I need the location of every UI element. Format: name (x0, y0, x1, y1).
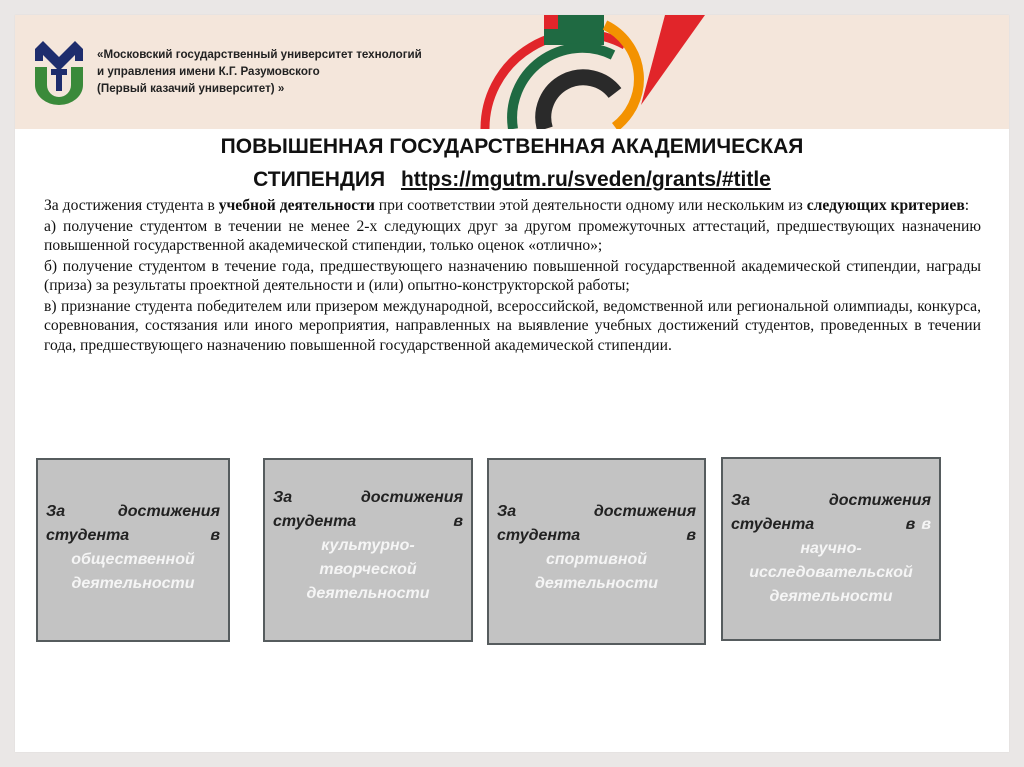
page-title-line-2 (15, 168, 1009, 192)
decorative-graphic (455, 15, 755, 129)
box-line: деятельности (769, 588, 893, 605)
box-lead-line: За достижения (497, 503, 696, 520)
box-lead-line: За достижения (731, 492, 931, 509)
box-lead-line: студента в (273, 513, 463, 530)
box-lead-line: За достижения (46, 503, 220, 520)
box-lead-line: студента в (731, 516, 916, 533)
box-line: творческой (319, 561, 417, 578)
grants-link[interactable]: https://mgutm.ru/sveden/grants/#title (400, 168, 771, 191)
page-title-line-1: ПОВЫШЕННАЯ ГОСУДАРСТВЕННАЯ АКАДЕМИЧЕСКАЯ (220, 135, 804, 158)
criterion-a: а) получение студентом в течении не менее 2-х следующих друг за другом промежуточных аттестаций, предшествующих назначению повышенной государственной академической стипендии, только оценок «отлично»; (44, 217, 981, 254)
intro-paragraph (44, 196, 981, 216)
criterion-b: б) получение студентом в течение года, предшествующего назначению повышенной государственной академической стипендии, награды (приза) за результаты проектной деятельности и (или) опытно-конструкторской работы; (44, 257, 981, 294)
category-box-cultural (263, 458, 473, 642)
intro-text: при соответствии этой деятельности одному или нескольким из (374, 197, 807, 214)
box-lead-line: За достижения (273, 489, 463, 506)
slide (15, 15, 1009, 752)
box-line: общественной (71, 551, 195, 568)
university-name-line: «Московский государственный университет технологий (97, 48, 422, 61)
category-box-research (721, 457, 941, 641)
intro-text: : (964, 197, 970, 214)
page-title-word: СТИПЕНДИЯ (253, 168, 386, 191)
box-line: деятельности (306, 585, 430, 602)
university-name-line: (Первый казачий университет) » (97, 82, 285, 95)
box-line: спортивной (545, 551, 648, 568)
box-line: научно- (800, 540, 862, 557)
box-line: деятельности (71, 575, 195, 592)
header-banner (15, 15, 1009, 129)
university-logo (33, 39, 85, 105)
intro-bold-text: учебной деятельности (218, 197, 375, 214)
box-line: исследовательской (749, 564, 913, 581)
box-line: культурно- (321, 537, 415, 554)
university-name (97, 46, 477, 97)
category-box-sport (487, 458, 706, 645)
box-extra-word: в (921, 516, 931, 533)
box-lead-row (731, 513, 931, 537)
criterion-c: в) признание студента победителем или призером международной, всероссийской, ведомственной или региональной олимпиады, конкурса, соревнования, состязания или иного мероприятия, направленных на выявление учебных достижений студентов, проведенных в течении года, предшествующего назначению повышенной государственной академической стипендии. (44, 297, 981, 354)
intro-text: За достижения студента в (44, 197, 219, 214)
university-name-line: и управления имени К.Г. Разумовского (97, 65, 320, 78)
criteria-text (44, 196, 981, 356)
box-line: деятельности (534, 575, 659, 592)
category-box-social (36, 458, 230, 642)
intro-bold-text: следующих критериев (806, 197, 965, 214)
box-lead-line: студента в (46, 527, 220, 544)
box-lead-line: студента в (497, 527, 696, 544)
